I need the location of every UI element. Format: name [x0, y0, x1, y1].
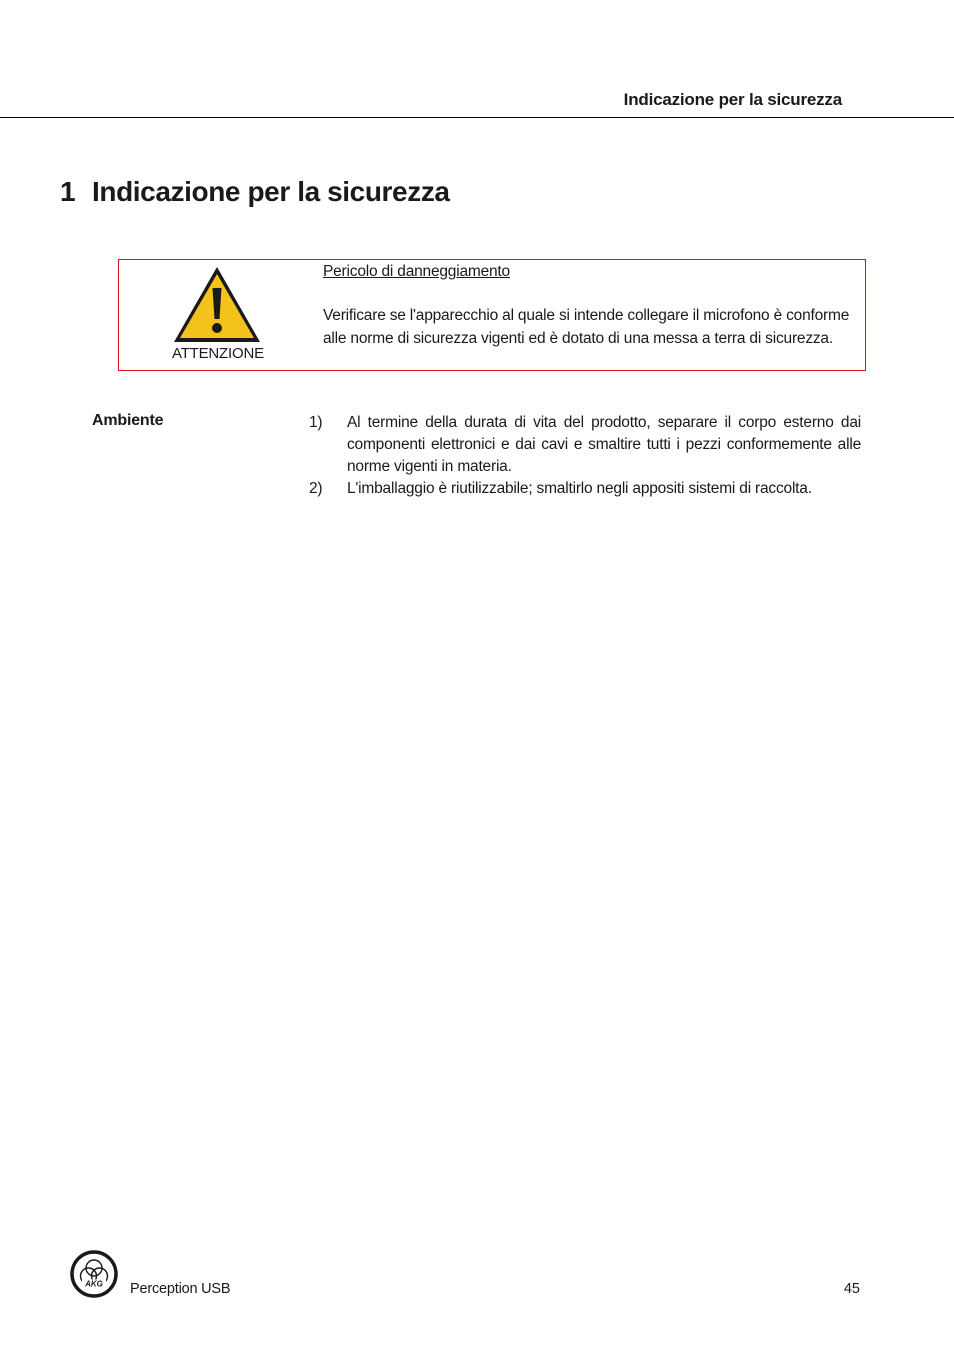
logo-text: AKG — [85, 1279, 103, 1289]
warning-triangle-icon — [172, 265, 262, 345]
warning-label: ATTENZIONE — [172, 345, 264, 362]
footer-product: Perception USB — [130, 1281, 231, 1297]
list-item — [309, 478, 861, 500]
list-item-number: 2) — [309, 480, 323, 497]
running-header: Indicazione per la sicurezza — [623, 90, 842, 109]
chapter-title-text: Indicazione per la sicurezza — [92, 176, 450, 207]
chapter-title — [60, 176, 450, 208]
environment-list — [309, 412, 861, 500]
akg-logo — [70, 1250, 118, 1298]
list-item — [309, 412, 861, 478]
page-number: 45 — [843, 1281, 860, 1297]
header-rule — [0, 117, 954, 118]
warning-heading: Pericolo di danneggiamento — [323, 263, 510, 280]
warning-text: Verificare se l'apparecchio al quale si intende collegare il microfono è conforme alle norme di sicurezza vigenti ed è dotato di una messa a terra di sicurezza. — [323, 307, 850, 347]
list-item-text: Al termine della durata di vita del prodotto, separare il corpo esterno dai componenti elettronici e dai cavi e smaltire tutti i pezzi conformemente alle norme vigenti in materia. — [347, 414, 861, 475]
list-item-text: L'imballaggio è riutilizzabile; smaltirlo negli appositi sistemi di raccolta. — [347, 480, 812, 497]
environment-label: Ambiente — [92, 412, 164, 429]
list-item-number: 1) — [309, 414, 323, 431]
chapter-number: 1 — [60, 176, 76, 207]
